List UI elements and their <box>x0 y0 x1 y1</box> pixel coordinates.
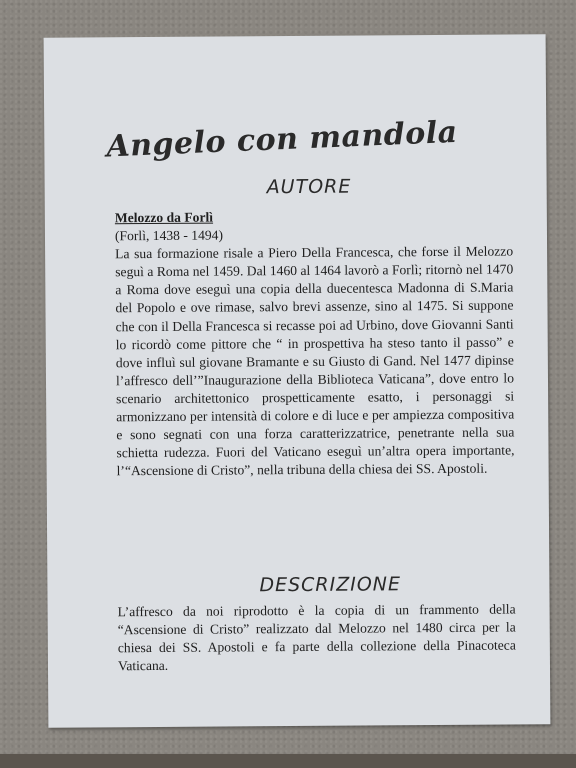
author-bio: La sua formazione risale a Piero Della Francesca, che forse il Melozzo seguì a Roma nel 1459. Dal 1460 al 1464 lavorò a Forlì; ritornò nel 1470 a Roma dove eseguì una copia della duecentesca Madonna di S.Maria del Popolo e ove rimase, salvo brevi assenze, sino al 1475. Si suppone che con il Della Francesca si recasse poi ad Urbino, dove Giovanni Santi lo ricordò come pittore che “ in prospettiva ha steso tanto il passo” e dove influì sul giovane Bramante e su Giusto di Gand. Nel 1477 dipinse l’affresco dell’”Inaugurazione della Biblioteca Vaticana”, dove entro lo scenario architettonico prospetticamente esatto, i personaggi si armonizzano per intensità di colore e di luce e per ampiezza compositiva e sono segnati con una forza caratterizzatrice, penetrante nella sua schietta rudezza. Fuori del Vaticano eseguì un’altra opera importante, l’“Ascensione di Cristo”, nella tribuna della chiesa dei SS. Apostoli. <box>115 243 515 479</box>
floor-strip <box>0 754 576 768</box>
descrizione-text: L’affresco da noi riprodotto è la copia di un frammento della “Ascensione di Cristo” realizzato dal Melozzo nel 1480 circa per la chiesa dei SS. Apostoli e fa parte della collezione della Pinacoteca Vaticana. <box>117 601 516 674</box>
artwork-title: Angelo con mandola <box>105 114 459 165</box>
autore-heading: AUTORE <box>266 175 352 199</box>
author-dates: (Forlì, 1438 - 1494) <box>114 227 224 244</box>
descrizione-heading: DESCRIZIONE <box>259 573 402 597</box>
author-name: Melozzo da Forlì <box>114 209 214 226</box>
author-section <box>115 206 515 480</box>
info-sheet <box>44 34 551 727</box>
